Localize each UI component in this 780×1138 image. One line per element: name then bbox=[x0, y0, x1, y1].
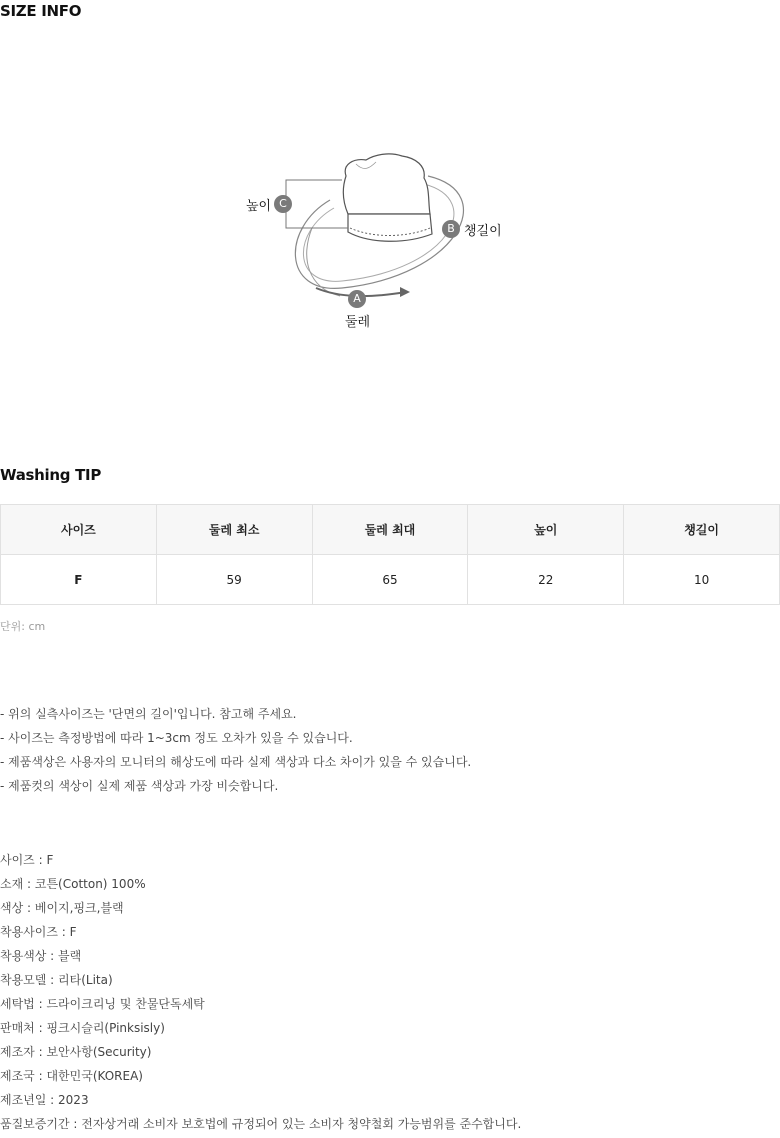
height-badge: C bbox=[274, 195, 292, 213]
table-header-row bbox=[1, 505, 780, 555]
spec-year: 제조년일 : 2023 bbox=[0, 1093, 89, 1107]
spec-washing: 세탁법 : 드라이크리닝 및 찬물단독세탁 bbox=[0, 997, 205, 1011]
header-size: 사이즈 bbox=[1, 505, 157, 555]
spec-worn-size: 착용사이즈 : F bbox=[0, 925, 77, 939]
note-line: - 위의 실측사이즈는 '단면의 길이'입니다. 참고해 주세요. bbox=[0, 707, 297, 721]
bucket-hat-illustration bbox=[230, 148, 510, 338]
note-line: - 제품컷의 색상이 실제 제품 색상과 가장 비슷합니다. bbox=[0, 779, 279, 793]
note-line: - 제품색상은 사용자의 모니터의 해상도에 따라 실제 색상과 다소 차이가 있을 수 있습니다. bbox=[0, 755, 472, 769]
spec-colors: 색상 : 베이지,핑크,블랙 bbox=[0, 901, 124, 915]
circumference-label: 둘레 bbox=[345, 315, 371, 330]
cell-brim-length: 10 bbox=[624, 555, 780, 605]
brim-length-label: 챙길이 bbox=[464, 224, 502, 239]
note-line: - 사이즈는 측정방법에 따라 1~3cm 정도 오차가 있을 수 있습니다. bbox=[0, 731, 353, 745]
cell-circumference-max: 65 bbox=[312, 555, 468, 605]
header-height: 높이 bbox=[468, 505, 624, 555]
brim-length-badge: B bbox=[442, 220, 460, 238]
header-circumference-min: 둘레 최소 bbox=[156, 505, 312, 555]
spec-material: 소재 : 코튼(Cotton) 100% bbox=[0, 877, 146, 891]
spec-country: 제조국 : 대한민국(KOREA) bbox=[0, 1069, 143, 1083]
cell-height: 22 bbox=[468, 555, 624, 605]
spec-seller: 판매처 : 핑크시슬리(Pinksisly) bbox=[0, 1021, 165, 1035]
spec-warranty: 품질보증기간 : 전자상거래 소비자 보호법에 규정되어 있는 소비자 청약철회 가능범위를 준수합니다. bbox=[0, 1117, 522, 1131]
size-info-title: SIZE INFO bbox=[0, 2, 82, 20]
circumference-badge: A bbox=[348, 290, 366, 308]
product-specs bbox=[0, 850, 521, 1138]
hat-measurement-diagram bbox=[230, 148, 510, 338]
spec-model: 착용모델 : 리타(Lita) bbox=[0, 973, 113, 987]
washing-tip-title: Washing TIP bbox=[0, 466, 102, 484]
measurement-notes bbox=[0, 704, 471, 800]
height-label: 높이 bbox=[246, 199, 272, 214]
spec-worn-color: 착용색상 : 블랙 bbox=[0, 949, 82, 963]
spec-size: 사이즈 : F bbox=[0, 853, 54, 867]
table-row bbox=[1, 555, 780, 605]
header-brim-length: 챙길이 bbox=[624, 505, 780, 555]
header-circumference-max: 둘레 최대 bbox=[312, 505, 468, 555]
cell-size: F bbox=[1, 555, 157, 605]
spec-manufacturer: 제조자 : 보안사항(Security) bbox=[0, 1045, 152, 1059]
size-table bbox=[0, 504, 780, 605]
unit-note: 단위: cm bbox=[0, 620, 46, 633]
cell-circumference-min: 59 bbox=[156, 555, 312, 605]
